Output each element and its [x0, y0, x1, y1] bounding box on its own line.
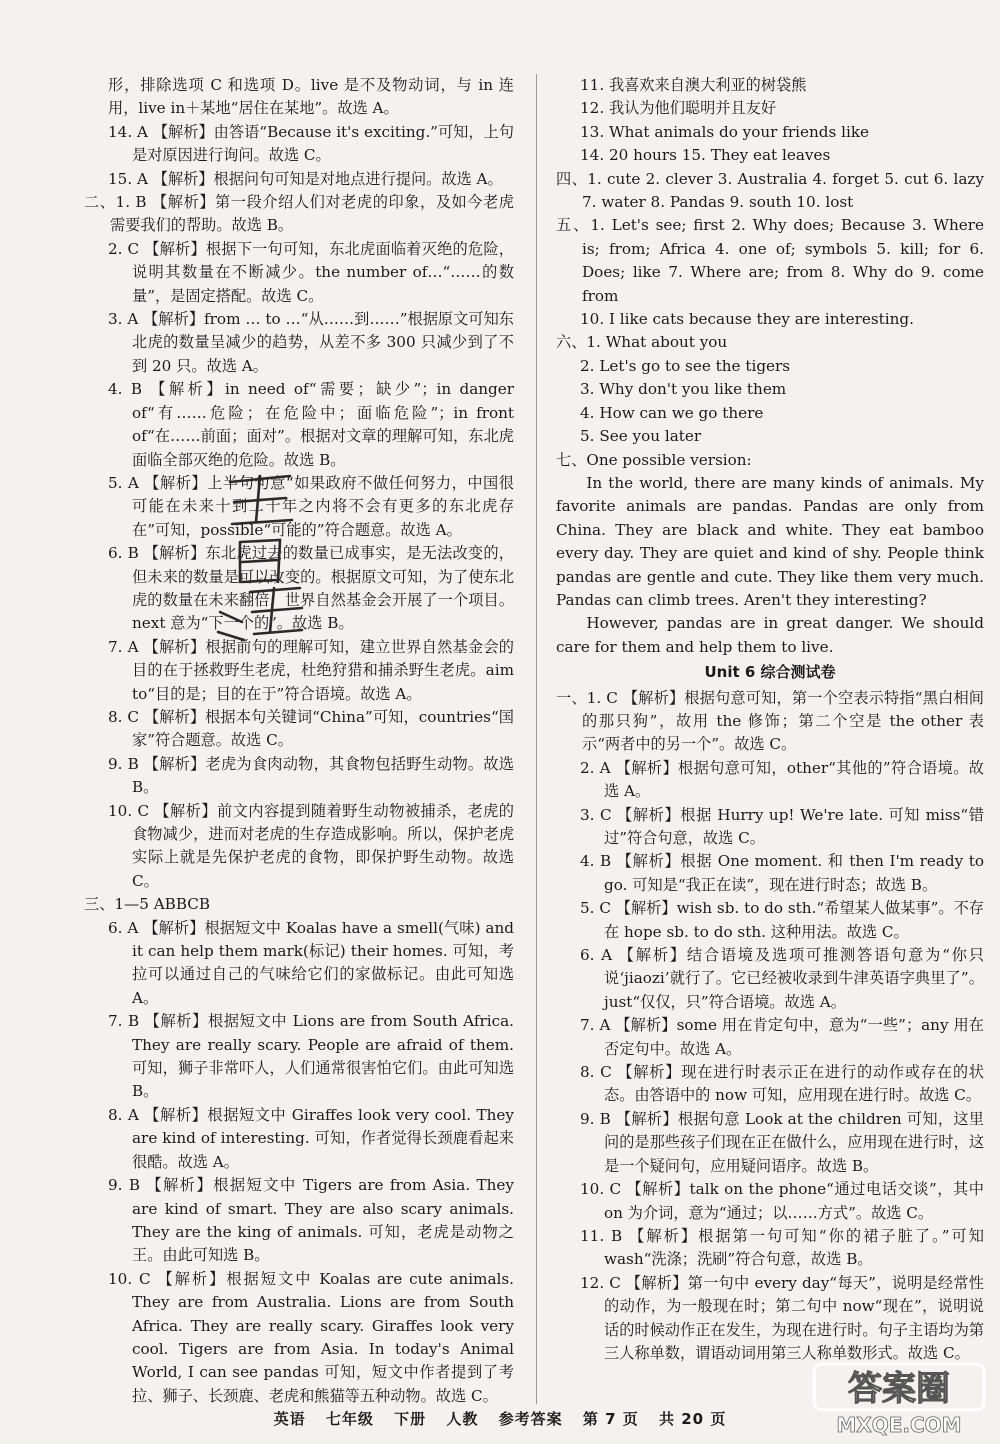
svg-text:答案圈: 答案圈	[848, 1369, 950, 1409]
answer-item: 6. A 【解析】根据短文中 Koalas have a smell(气味) and it can help them mark(标记) their homes. 可知，考拉可以通过自己的气味给它们的家做标记。由此可知选 A。	[108, 918, 514, 1007]
answer-item: 3. A 【解析】from … to …“从……到……”根据原文可知东北虎的数量呈减少的趋势，从差不多 300 只减少到了不到 20 只。故选 A。	[108, 310, 514, 375]
answer-item: 14. 20 hours 15. They eat leaves	[580, 146, 831, 165]
answer-item: 9. B 【解析】根据短文中 Tigers are from Asia. They are kind of smart. They are also scary animals. They are the king of animals. 可知，老虎是动物之王。由此可知选 B。	[108, 1176, 514, 1265]
answer-item: 9. B 【解析】根据句意 Look at the children 可知，这里问的是那些孩子们现在正在做什么，应用现在进行时，这是一个疑问句，应用疑问语序。故选 B。	[580, 1109, 984, 1175]
sample-essay	[556, 472, 984, 659]
answer-item: 一、1. C 【解析】根据句意可知，第一个空表示特指“黑白相间的那只狗”，故用 the 修饰；第二个空是 the other 表示“两者中的另一个”。故选 C。	[556, 688, 984, 754]
unit-6-title: Unit 6 综合测试卷	[704, 663, 836, 682]
answer-item: 四、1. cute 2. clever 3. Australia 4. forget 5. cut 6. lazy 7. water 8. Pandas 9. south 10. lost	[556, 169, 984, 212]
answer-item: 2. Let's go to see the tigers	[580, 356, 791, 375]
answer-item: 10. I like cats because they are interesting.	[580, 310, 914, 329]
answer-item: 11. 我喜欢来自澳大利亚的树袋熊	[580, 76, 807, 94]
answer-item: 6. B 【解析】东北虎过去的数量已成事实，是无法改变的，但未来的数量是可以改变的。根据原文可知，为了使东北虎的数量在未来翻倍，世界自然基金会开展了一个项目。next 意为“下一个的”。故选 B。	[108, 544, 514, 633]
answer-item: 3. Why don't you like them	[580, 380, 787, 399]
answer-item: 二、1. B 【解析】第一段介绍人们对老虎的印象，及如今老虎需要我们的帮助。故选 B。	[84, 193, 514, 235]
footer-volume: 下册	[394, 1410, 427, 1428]
answer-item: 8. C 【解析】现在进行时表示正在进行的动作或存在的状态。由答语中的 now 可知，应用现在进行时。故选 C。	[580, 1063, 984, 1105]
answer-item: 3. C 【解析】根据 Hurry up! We're late. 可知 miss“错过”符合句意，故选 C。	[580, 805, 984, 847]
answer-item: 5. C 【解析】wish sb. to do sth.“希望某人做某事”。不存在 hope sb. to do sth. 这种用法。故选 C。	[580, 899, 984, 941]
answer-item: 2. C 【解析】根据下一句可知，东北虎面临着灭绝的危险，说明其数量在不断减少。the number of…“……的数量”，是固定搭配。故选 C。	[108, 239, 514, 305]
answer-item: 7. B 【解析】根据短文中 Lions are from South Africa. They are really scary. People are afraid of them. 可知，狮子非常吓人，人们通常很害怕它们。由此可知选 B。	[108, 1012, 514, 1101]
footer-label: 参考答案	[498, 1410, 563, 1428]
footer-publisher: 人教	[446, 1410, 479, 1428]
answer-item: 五、1. Let's see; first 2. Why does; Because 3. Where is; from; Africa 4. one of; symbols 5. kill; for 6. Does; like 7. Where are; from 8. Why do 9. come from	[556, 216, 984, 305]
answer-item: 7. A 【解析】根据前句的理解可知，建立世界自然基金会的目的在于拯救野生老虎，杜绝狩猎和捕杀野生老虎。aim to“目的是；目的在于”符合语境。故选 A。	[108, 637, 514, 703]
answer-item: 12. C 【解析】第一句中 every day“每天”，说明是经常性的动作，为一般现在时；第二句中 now“现在”，说明说话的时候动作正在发生，为现在进行时。句子主语均为第三人称单数，谓语动词用第三人称单数形式。故选 C。	[580, 1273, 984, 1362]
answer-item: 5. A 【解析】上半句句意“如果政府不做任何努力，中国很可能在未来十到二十年之内将不会有更多的东北虎存在”可知，possible“可能的”符合题意。故选 A。	[108, 473, 514, 539]
answer-item: 10. C 【解析】talk on the phone“通过电话交谈”，其中 on 为介词，意为“通过；以……方式”。故选 C。	[580, 1180, 984, 1222]
answer-item: 10. C 【解析】前文内容提到随着野生动物被捕杀，老虎的食物减少，进而对老虎的生存造成影响。所以，保护老虎实际上就是先保护老虎的食物，即保护野生动物。故选 C。	[108, 801, 514, 890]
answer-item: 七、One possible version:	[556, 450, 752, 469]
answer-item: 六、1. What about you	[556, 333, 728, 352]
page-footer	[0, 1408, 1000, 1429]
svg-text:MXQE.COM: MXQE.COM	[836, 1413, 962, 1437]
answer-item: 13. What animals do your friends like	[580, 122, 870, 141]
answer-item: 三、1—5 ABBCB	[84, 895, 211, 914]
answer-item: 12. 我认为他们聪明并且友好	[580, 99, 777, 118]
footer-total: 共 20 页	[659, 1410, 727, 1428]
footer-subject: 英语	[273, 1410, 306, 1428]
answer-item: 4. How can we go there	[580, 403, 764, 422]
answer-item: 11. B 【解析】根据第一句可知“你的裙子脏了。”可知 wash“洗涤；洗刷”符合句意，故选 B。	[580, 1226, 984, 1269]
answer-item: 7. A 【解析】some 用在肯定句中，意为“一些”；any 用在否定句中。故选 A。	[580, 1016, 984, 1058]
answer-item: 8. A 【解析】根据短文中 Giraffes look very cool. They are kind of interesting. 可知，作者觉得长颈鹿看起来很酷。故选 A。	[108, 1105, 514, 1171]
answer-item: 9. B 【解析】老虎为食肉动物，其食物包括野生动物。故选 B。	[108, 754, 514, 797]
answer-item: 4. B 【解析】根据 One moment. 和 then I'm ready to go. 可知是“我正在读”，现在进行时态；故选 B。	[580, 852, 984, 894]
essay-paragraph: In the world, there are many kinds of animals. My favorite animals are pandas. Pandas are only from China. They are black and white. They eat bamboo every day. They are quiet and kind of shy. People think pandas are gentle and cute. They like them very much. Pandas can climb trees. Aren't they interesting?	[556, 473, 984, 609]
answer-item: 6. A 【解析】结合语境及选项可推测答语句意为“你只说‘jiaozi’就行了。它已经被收录到牛津英语字典里了”。just“仅仅，只”符合语境。故选 A。	[580, 946, 984, 1011]
footer-grade: 七年级	[325, 1410, 374, 1428]
footer-page: 第 7 页	[582, 1410, 639, 1428]
column-divider	[536, 74, 537, 1404]
left-column	[84, 74, 514, 1408]
answer-item: 2. A 【解析】根据句意可知，other“其他的”符合语境。故选 A。	[580, 758, 984, 801]
answer-item: 10. C 【解析】根据短文中 Koalas are cute animals. They are from Australia. Lions are from South Africa. They are really scary. Giraffes look very cool. Tigers are from Asia. In today's Animal World, I can see pandas 可知，短文中作者提到了考拉、狮子、长颈鹿、老虎和熊猫等五种动物。故选 C。	[108, 1269, 514, 1405]
essay-paragraph: However, pandas are in great danger. We should care for them and help them to live.	[556, 614, 984, 656]
answer-item: 8. C 【解析】根据本句关键词“China”可知，countries“国家”符合题意。故选 C。	[108, 707, 514, 750]
answer-item: 14. A 【解析】由答语“Because it's exciting.”可知，上句是对原因进行询问。故选 C。	[108, 122, 514, 165]
answer-item: 形，排除选项 C 和选项 D。live 是不及物动词，与 in 连用，live in＋某地“居住在某地”。故选 A。	[108, 76, 514, 118]
answer-item: 15. A 【解析】根据问句可知是对地点进行提问。故选 A。	[108, 169, 503, 188]
right-column	[556, 74, 984, 1365]
answer-item: 5. See you later	[580, 427, 702, 446]
answer-item: 4. B 【解析】in need of“需要；缺少”；in danger of“有……危险；在危险中；面临危险”；in front of“在……前面；面对”。根据对文章的理解可知，东北虎面临全部灭绝的危险。故选 B。	[108, 380, 514, 469]
